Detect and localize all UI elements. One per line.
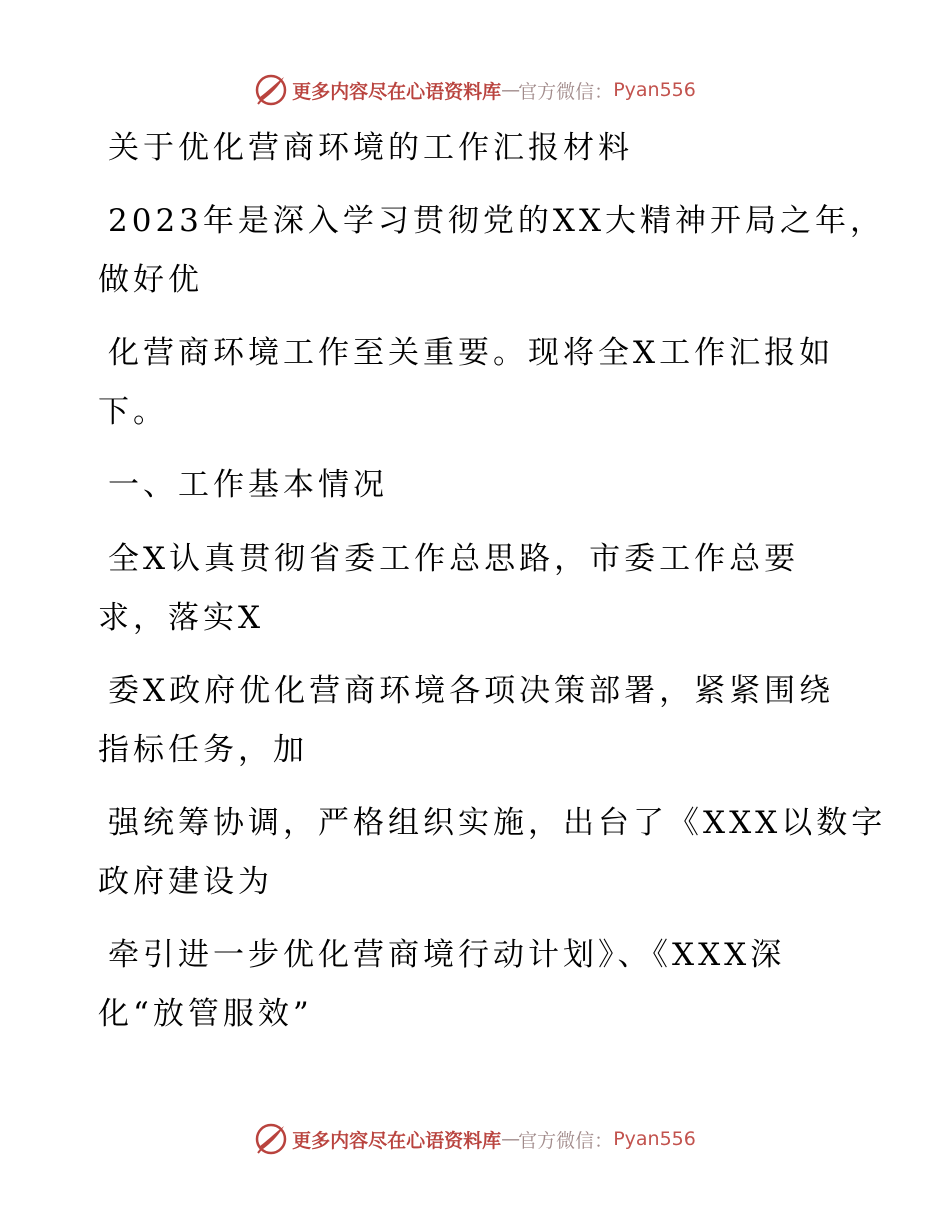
header-watermark [0, 70, 950, 110]
text-line: 求，落实X [98, 600, 265, 636]
text-line: 指标任务，加 [98, 732, 308, 768]
watermark-wechat-label: 官方微信： [518, 1129, 614, 1152]
text-line: 政府建设为 [98, 864, 273, 900]
quill-logo-icon [254, 73, 288, 107]
text-line: 下。 [98, 394, 168, 430]
watermark-wechat-label: 官方微信： [518, 80, 614, 103]
quill-logo-icon [254, 1122, 288, 1156]
watermark-title: 更多内容尽在心语资料库 [292, 80, 502, 103]
watermark-wechat-id: Pyan556 [613, 79, 696, 101]
watermark-title: 更多内容尽在心语资料库 [292, 1129, 502, 1152]
watermark-dash: — [501, 79, 519, 101]
section-heading: 一、工作基本情况 [108, 467, 388, 503]
text-line: 委X政府优化营商环境各项决策部署，紧紧围绕 [108, 673, 835, 709]
text-line: 化营商环境工作至关重要。现将全X工作汇报如 [108, 335, 835, 371]
text-line: 2023年是深入学习贯彻党的XX大精神开局之年， [108, 203, 886, 239]
text-line: 全X认真贯彻省委工作总思路，市委工作总要 [108, 541, 800, 577]
watermark-wechat-id: Pyan556 [613, 1128, 696, 1150]
text-line: 做好优 [98, 262, 203, 298]
footer-watermark [0, 1119, 950, 1159]
text-line: 牵引进一步优化营商境行动计划》、《XXX深 [108, 937, 786, 973]
text-line: 强统筹协调，严格组织实施，出台了《XXX以数字 [108, 805, 887, 841]
document-title: 关于优化营商环境的工作汇报材料 [108, 130, 633, 166]
watermark-dash: — [501, 1128, 519, 1150]
text-line: 化“放管服效” [98, 996, 313, 1032]
